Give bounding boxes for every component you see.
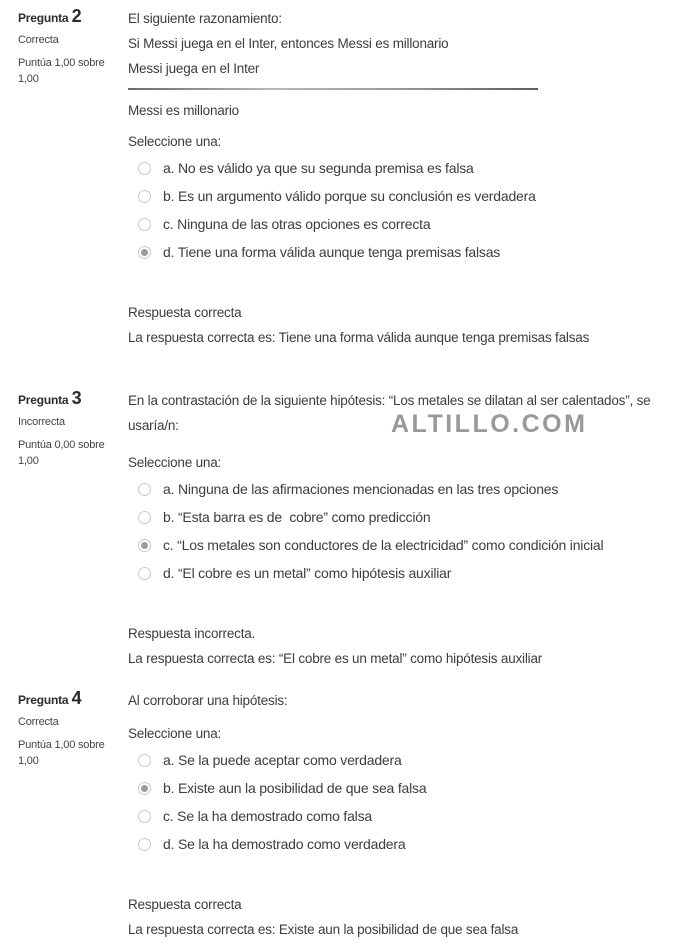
- question-number-label: Pregunta: [18, 693, 69, 707]
- question-info: [18, 688, 120, 769]
- question-grade: [18, 737, 120, 769]
- question-number-label: Pregunta: [18, 11, 69, 25]
- option-label: d. “El cobre es un metal” como hipótesis auxiliar: [163, 565, 452, 581]
- question-info: [18, 6, 120, 87]
- radio-dot: [141, 542, 148, 549]
- option-row: [128, 210, 693, 238]
- question-grade-line2: 1,00: [18, 755, 39, 767]
- select-prompt: Seleccione una:: [128, 726, 222, 741]
- radio-icon[interactable]: [138, 246, 151, 259]
- option-row: [128, 746, 693, 774]
- radio-icon[interactable]: [138, 483, 151, 496]
- options-list: [128, 475, 693, 587]
- options-list: [128, 154, 693, 266]
- option-row: [128, 238, 693, 266]
- question-number-value: 2: [71, 6, 82, 26]
- question-grade: [18, 55, 120, 87]
- question-grade-line1: Puntúa 1,00 sobre: [18, 739, 105, 751]
- select-prompt: Seleccione una:: [128, 134, 222, 149]
- option-label: c. “Los metales son conductores de la electricidad” como condición inicial: [163, 537, 604, 553]
- option-label: d. Tiene una forma válida aunque tenga premisas falsas: [163, 244, 501, 260]
- option-row: [128, 830, 693, 858]
- feedback-title: Respuesta correcta: [128, 305, 242, 320]
- radio-dot: [141, 249, 148, 256]
- question-grade-line2: 1,00: [18, 455, 39, 467]
- radio-icon[interactable]: [138, 190, 151, 203]
- option-row: [128, 154, 693, 182]
- radio-icon[interactable]: [138, 810, 151, 823]
- option-label: b. “Esta barra es de cobre” como predicción: [163, 509, 431, 525]
- option-label: d. Se la ha demostrado como verdadera: [163, 836, 406, 852]
- question-state: Correcta: [18, 34, 59, 46]
- argument-divider: [128, 88, 538, 90]
- question-number-value: 3: [71, 388, 82, 408]
- question-number-value: 4: [71, 688, 82, 708]
- question-text: En la contrastación de la siguiente hipótesis: “Los metales se dilatan al ser calentados”, se usaría/n:: [128, 393, 651, 433]
- question-number: [18, 6, 120, 28]
- option-row: [128, 182, 693, 210]
- option-label: a. No es válido ya que su segunda premisa es falsa: [163, 160, 474, 176]
- radio-icon[interactable]: [138, 162, 151, 175]
- question-grade-line2: 1,00: [18, 73, 39, 85]
- option-label: a. Se la puede aceptar como verdadera: [163, 752, 402, 768]
- feedback-title: Respuesta correcta: [128, 897, 242, 912]
- option-label: c. Ninguna de las otras opciones es correcta: [163, 216, 431, 232]
- radio-icon[interactable]: [138, 567, 151, 580]
- option-row: [128, 559, 693, 587]
- radio-icon[interactable]: [138, 511, 151, 524]
- radio-icon[interactable]: [138, 754, 151, 767]
- option-label: b. Es un argumento válido porque su conclusión es verdadera: [163, 188, 536, 204]
- radio-dot: [141, 785, 148, 792]
- feedback-title: Respuesta incorrecta.: [128, 626, 256, 641]
- options-list: [128, 746, 693, 858]
- question-number-label: Pregunta: [18, 393, 69, 407]
- question-content: [128, 688, 693, 942]
- premise-1: Si Messi juega en el Inter, entonces Messi es millonario: [128, 36, 449, 51]
- radio-icon[interactable]: [138, 539, 151, 552]
- question-info: [18, 388, 120, 469]
- question-grade-line1: Puntúa 1,00 sobre: [18, 57, 105, 69]
- question-text: El siguiente razonamiento:: [128, 11, 282, 26]
- question-state: Incorrecta: [18, 416, 65, 428]
- premise-2: Messi juega en el Inter: [128, 61, 260, 76]
- option-row: [128, 531, 693, 559]
- option-label: a. Ninguna de las afirmaciones mencionadas en las tres opciones: [163, 481, 559, 497]
- radio-icon[interactable]: [138, 838, 151, 851]
- option-label: c. Se la ha demostrado como falsa: [163, 808, 372, 824]
- feedback-text: La respuesta correcta es: Existe aun la posibilidad de que sea falsa: [128, 922, 519, 937]
- option-label: b. Existe aun la posibilidad de que sea falsa: [163, 780, 427, 796]
- conclusion-text: Messi es millonario: [128, 103, 239, 118]
- question-number: [18, 688, 120, 710]
- feedback-text: La respuesta correcta es: “El cobre es un metal” como hipótesis auxiliar: [128, 651, 543, 666]
- select-prompt: Seleccione una:: [128, 455, 222, 470]
- question-content: [128, 6, 693, 350]
- option-row: [128, 503, 693, 531]
- radio-icon[interactable]: [138, 218, 151, 231]
- option-row: [128, 774, 693, 802]
- question-grade: [18, 437, 120, 469]
- question-number: [18, 388, 120, 410]
- option-row: [128, 475, 693, 503]
- feedback-text: La respuesta correcta es: Tiene una forma válida aunque tenga premisas falsas: [128, 330, 590, 345]
- radio-icon[interactable]: [138, 782, 151, 795]
- question-state: Correcta: [18, 716, 59, 728]
- altillo-watermark: ALTILLO.COM: [391, 410, 588, 438]
- question-text: Al corroborar una hipótesis:: [128, 693, 288, 708]
- question-grade-line1: Puntúa 0,00 sobre: [18, 439, 105, 451]
- option-row: [128, 802, 693, 830]
